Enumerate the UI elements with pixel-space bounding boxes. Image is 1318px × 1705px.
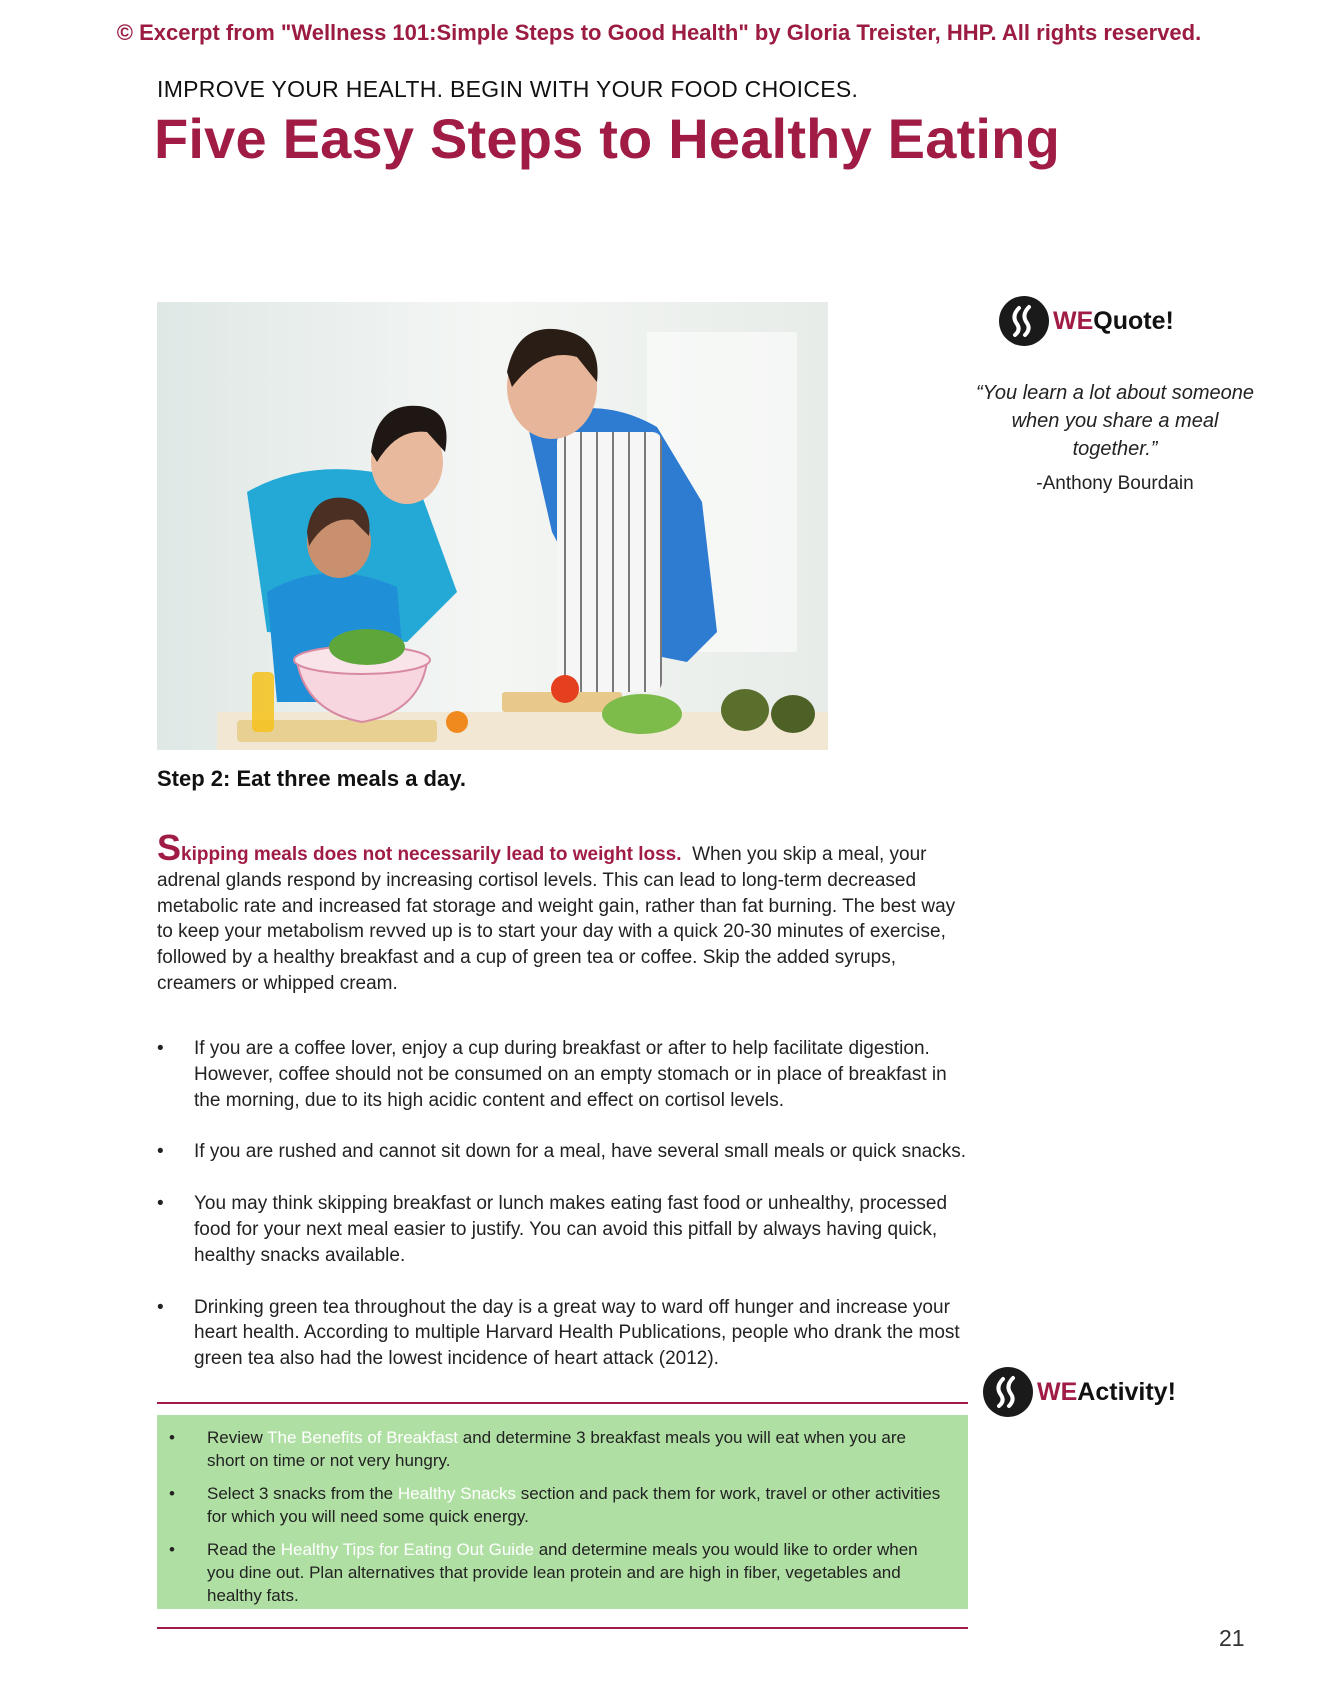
intro-lead bbox=[157, 827, 682, 868]
family-cooking-photo bbox=[157, 302, 828, 750]
link-healthy-tips-eating-out[interactable]: Healthy Tips for Eating Out Guide bbox=[280, 1540, 534, 1559]
we-quote-label: Quote! bbox=[1093, 306, 1174, 335]
list-item: • Drinking green tea throughout the day is a great way to ward off hunger and increase your heart health. According to multiple Harvard Health Publications, people who drank the most green tea also had the lowest incidence of heart attack (2012). bbox=[157, 1296, 960, 1370]
step-heading: Step 2: Eat three meals a day. bbox=[157, 766, 466, 791]
activity-item: • Select 3 snacks from the Healthy Snacks section and pack them for work, travel or other activities for which you will need some quick energy. bbox=[169, 1484, 941, 1526]
copyright-notice: © Excerpt from "Wellness 101:Simple Steps to Good Health" by Gloria Treister, HHP. All rights reserved. bbox=[116, 20, 1202, 45]
we-logo-icon bbox=[983, 1367, 1033, 1417]
activity-item: • Read the Healthy Tips for Eating Out Guide and determine meals you would like to order when you dine out. Plan alternatives that provide lean protein and are high in fiber, vegetables and healthy fats. bbox=[169, 1540, 918, 1605]
we-quote-header bbox=[999, 296, 1174, 346]
bullet-icon: • bbox=[169, 1428, 175, 1447]
pull-quote: “You learn a lot about someone when you share a meal together.” bbox=[976, 382, 1254, 460]
link-benefits-of-breakfast[interactable]: The Benefits of Breakfast bbox=[267, 1428, 459, 1447]
activity-box bbox=[157, 1415, 968, 1609]
page-number: 21 bbox=[1219, 1625, 1245, 1651]
bullet-icon: • bbox=[169, 1540, 175, 1559]
we-logo-icon bbox=[999, 296, 1049, 346]
we-activity-header bbox=[983, 1367, 1176, 1417]
bullet-icon: • bbox=[169, 1484, 175, 1503]
page-title: Five Easy Steps to Healthy Eating bbox=[154, 107, 1060, 170]
activity-bottom-divider bbox=[157, 1627, 968, 1629]
we-activity-label: Activity! bbox=[1077, 1377, 1176, 1406]
activity-top-divider bbox=[157, 1402, 968, 1404]
we-quote-we: WE bbox=[1053, 306, 1094, 335]
bullet-icon: • bbox=[157, 1296, 164, 1318]
photo-illustration bbox=[157, 302, 828, 750]
quote-author: -Anthony Bourdain bbox=[1036, 473, 1194, 494]
link-healthy-snacks[interactable]: Healthy Snacks bbox=[397, 1484, 516, 1503]
intro-paragraph bbox=[157, 827, 957, 997]
list-item: • You may think skipping breakfast or lunch makes eating fast food or unhealthy, processed food for your next meal easier to justify. You can avoid this pitfall by always having quick, healthy snacks available. bbox=[157, 1193, 948, 1266]
section-kicker: IMPROVE YOUR HEALTH. BEGIN WITH YOUR FOOD CHOICES. bbox=[157, 76, 859, 102]
bullet-icon: • bbox=[157, 1038, 164, 1059]
bullet-icon: • bbox=[157, 1193, 164, 1215]
bullet-icon: • bbox=[157, 1141, 164, 1163]
list-item: • If you are a coffee lover, enjoy a cup during breakfast or after to help facilitate digestion. However, coffee should not be consumed on an empty stomach or in place of breakfast in the morning, due to its high acidic content and effect on cortisol levels. bbox=[157, 1038, 947, 1111]
intro-body: When you skip a meal, your adrenal glands respond by increasing cortisol levels. This can lead to long-term decreased metabolic rate and increased fat storage and weight gain, rather than fat burning. The best way to keep your metabolism revved up is to start your day with a quick 20-30 minutes of exercise, followed by a healthy breakfast and a cup of green tea or coffee. Skip the added syrups, creamers or whipped cream. bbox=[157, 844, 956, 994]
we-activity-we: WE bbox=[1037, 1377, 1078, 1406]
list-item: • If you are rushed and cannot sit down for a meal, have several small meals or quick snacks. bbox=[157, 1139, 967, 1165]
intro-lead-text: kipping meals does not necessarily lead to weight loss. bbox=[181, 844, 682, 865]
tips-list bbox=[157, 1036, 967, 1398]
activity-item: • Review The Benefits of Breakfast and determine 3 breakfast meals you will eat when you are short on time or not very hungry. bbox=[169, 1428, 906, 1470]
drop-cap: S bbox=[157, 827, 182, 868]
